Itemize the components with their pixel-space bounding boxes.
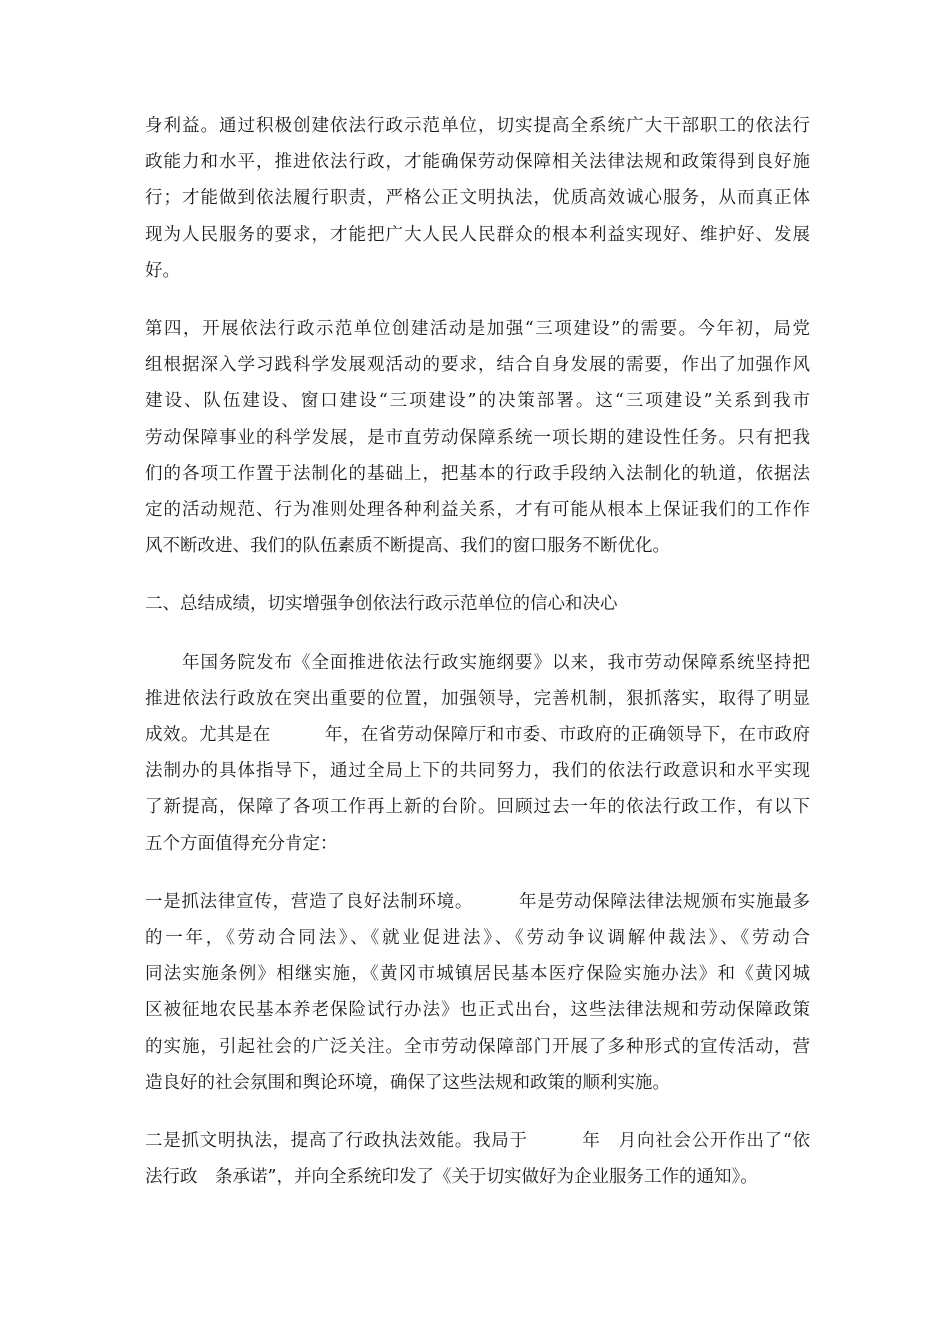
text-line: 建设、队伍建设、窗口建设“三项建设”的决策部署。这“三项建设”关系到我市 xyxy=(145,391,810,412)
paragraph-5 xyxy=(145,1123,810,1195)
text-line: 好。 xyxy=(145,260,180,281)
text-line: 身利益。通过积极创建依法行政示范单位，切实提高全系统广大干部职工的依法行 xyxy=(145,116,810,136)
text-line: 年国务院发布《全面推进依法行政实施纲要》以来，我市劳动保障系统坚持把 xyxy=(145,652,810,673)
text-line: 政能力和水平，推进依法行政，才能确保劳动保障相关法律法规和政策得到良好施 xyxy=(145,152,810,173)
text-line: 法制办的具体指导下，通过全局上下的共同努力，我们的依法行政意识和水平实现 xyxy=(145,761,810,782)
paragraph-2 xyxy=(145,311,810,564)
paragraph-1 xyxy=(145,108,810,289)
text-line: 区被征地农民基本养老保险试行办法》也正式出台，这些法律法规和劳动保障政策 xyxy=(145,1000,810,1021)
section-heading: 二、总结成绩，切实增强争创依法行政示范单位的信心和决心 xyxy=(145,594,618,615)
text-line: 风不断改进、我们的队伍素质不断提高、我们的窗口服务不断优化。 xyxy=(145,536,670,557)
text-line: 五个方面值得充分肯定： xyxy=(145,833,338,854)
text-line: 第四，开展依法行政示范单位创建活动是加强“三项建设”的需要。今年初，局党 xyxy=(145,319,810,340)
text-line: 劳动保障事业的科学发展，是市直劳动保障系统一项长期的建设性任务。只有把我 xyxy=(145,427,810,448)
text-line: 行；才能做到依法履行职责，严格公正文明执法，优质高效诚心服务，从而真正体 xyxy=(145,188,810,209)
text-line: 推进依法行政放在突出重要的位置，加强领导，完善机制，狠抓落实，取得了明显 xyxy=(145,688,810,709)
text-line: 一是抓法律宣传，营造了良好法制环境。 年是劳动保障法律法规颁布实施最多 xyxy=(145,891,810,912)
text-line: 们的各项工作置于法制化的基础上，把基本的行政手段纳入法制化的轨道，依据法 xyxy=(145,463,810,484)
text-line: 同法实施条例》相继实施，《黄冈市城镇居民基本医疗保险实施办法》和《黄冈城 xyxy=(145,964,810,985)
document-page xyxy=(145,108,810,1217)
text-line: 现为人民服务的要求，才能把广大人民人民群众的根本利益实现好、维护好、发展 xyxy=(145,224,810,245)
text-line: 的一年，《劳动合同法》、《就业促进法》、《劳动争议调解仲裁法》、《劳动合 xyxy=(145,928,810,949)
text-line: 的实施，引起社会的广泛关注。全市劳动保障部门开展了多种形式的宣传活动，营 xyxy=(145,1036,810,1057)
paragraph-4 xyxy=(145,884,810,1101)
text-line: 法行政 条承诺”，并向全系统印发了《关于切实做好为企业服务工作的通知》。 xyxy=(145,1167,758,1188)
text-line: 定的活动规范、行为准则处理各种利益关系，才有可能从根本上保证我们的工作作 xyxy=(145,500,810,521)
text-line: 二是抓文明执法，提高了行政执法效能。我局于 年 月向社会公开作出了“依 xyxy=(145,1131,810,1152)
text-line: 组根据深入学习践科学发展观活动的要求，结合自身发展的需要，作出了加强作风 xyxy=(145,355,810,376)
paragraph-3 xyxy=(145,645,810,862)
text-line: 了新提高，保障了各项工作再上新的台阶。回顾过去一年的依法行政工作，有以下 xyxy=(145,797,810,818)
text-line: 造良好的社会氛围和舆论环境，确保了这些法规和政策的顺利实施。 xyxy=(145,1072,670,1093)
text-line: 成效。尤其是在 年，在省劳动保障厅和市委、市政府的正确领导下，在市政府 xyxy=(145,725,810,746)
